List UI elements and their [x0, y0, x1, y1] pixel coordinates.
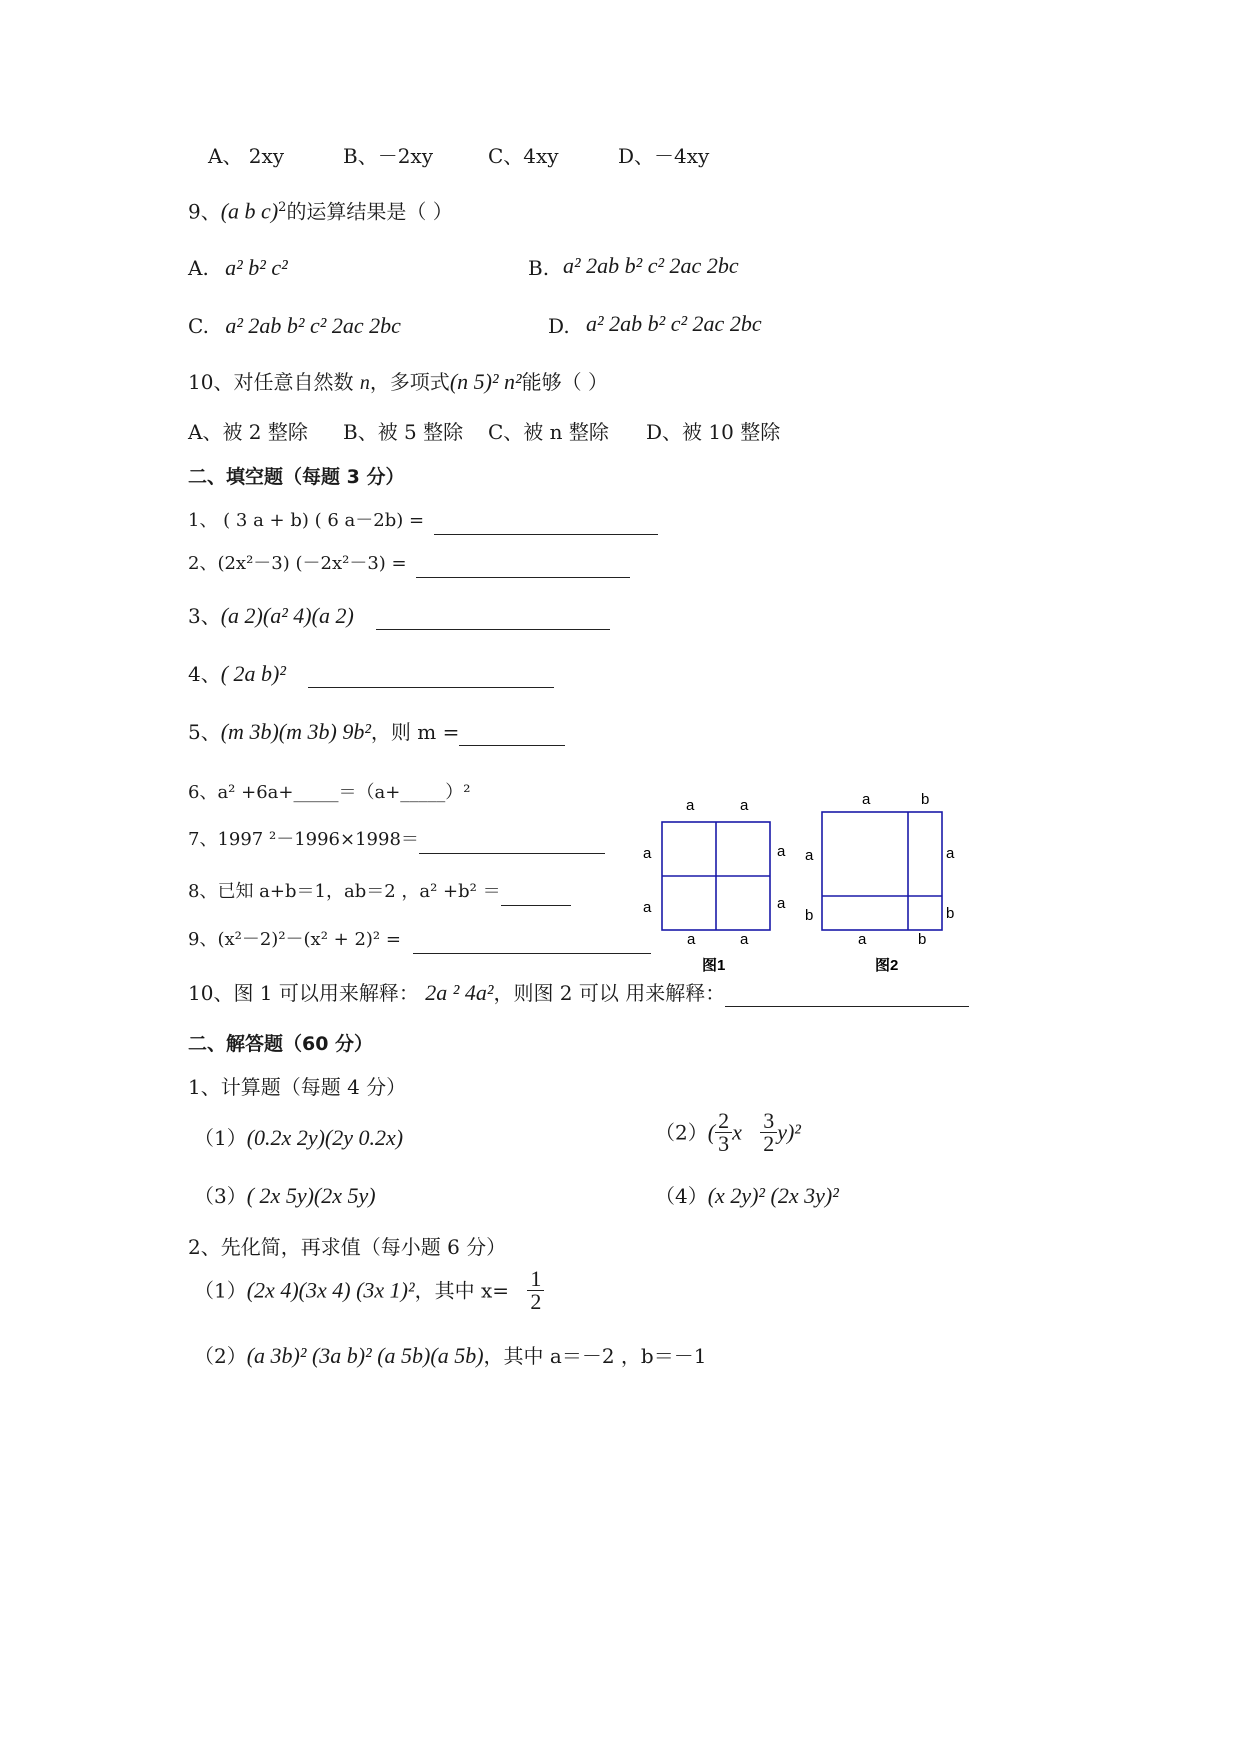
option-label: B. [528, 256, 550, 280]
fill-text: ，则 m = [370, 720, 460, 744]
answer-blank[interactable] [376, 607, 610, 630]
outer-square [822, 812, 942, 930]
q9-option-c-expr: a² 2ab b² c² 2ac 2bc [225, 313, 401, 338]
math-expression: (0.2x 2y)(2y 0.2x) [246, 1125, 404, 1150]
fill-question-3 [188, 602, 610, 630]
fig1-bottom-label-2: a [740, 931, 749, 948]
q8-option-c: C、4xy [488, 144, 559, 168]
math-expression: (2x 4)(3x 4) (3x 1)² [246, 1277, 415, 1303]
calc-title: 1、计算题（每题 4 分） [188, 1075, 407, 1099]
question-prefix: 10、对任意自然数 [188, 370, 354, 394]
q10-option-c: C、被 n 整除 [488, 420, 609, 444]
fig1-caption: 图1 [702, 957, 726, 974]
fig1-left-label-1: a [643, 845, 652, 862]
math-expression: (n 5)² n² [449, 369, 522, 394]
math-expression: (a 3b)² (3a b)² (a 5b)(a 5b) [246, 1343, 484, 1368]
question-number: 9、 [188, 199, 221, 224]
q8-option-b: B、－2xy [343, 144, 433, 168]
fig1-right-label-2: a [777, 895, 786, 912]
fig2-top-label-2: b [921, 791, 930, 808]
fill-question-1 [188, 507, 658, 535]
q9-option-b-expr: a² 2ab b² c² 2ac 2bc [563, 253, 739, 278]
problem-label: （2） [194, 1344, 247, 1368]
q10-option-a: A、被 2 整除 [188, 420, 308, 444]
figure-2-diagram [800, 790, 970, 980]
fig1-top-label-2: a [740, 797, 749, 814]
section-title-answers: 二、解答题（60 分） [188, 1033, 374, 1055]
fig2-bottom-label-2: b [918, 931, 927, 948]
simplify-problem-2 [194, 1342, 706, 1370]
answer-blank[interactable] [434, 512, 658, 535]
variable-n: n [359, 372, 370, 394]
math-expression: 2a ² 4a² [425, 980, 494, 1005]
math-expression: (m 3b)(m 3b) 9b² [220, 719, 371, 744]
answer-blank[interactable] [459, 723, 565, 746]
fill-question-10 [188, 979, 969, 1007]
answer-blank[interactable] [725, 984, 969, 1007]
answer-blank[interactable] [419, 831, 605, 854]
fill-question-6 [188, 779, 471, 807]
problem-label: （3） [194, 1184, 247, 1208]
q10-option-d: D、被 10 整除 [646, 420, 781, 444]
section-title-fill-in: 二、填空题（每题 3 分） [188, 466, 405, 488]
simplify-problem-1 [194, 1268, 544, 1324]
fill-text: 8、已知 a+b＝1，ab＝2 ，a² +b² ＝ [188, 881, 501, 902]
problem-tail: ，其中 a＝－2 ，b＝－1 [483, 1344, 707, 1368]
option-label: C. [188, 314, 209, 338]
answer-blank[interactable] [413, 931, 651, 954]
fill-text: ，则图 2 可以 用来解释： [493, 981, 726, 1005]
calc-problem-1 [194, 1124, 403, 1152]
q10-options-row [188, 418, 781, 446]
question-number: 3、 [188, 604, 221, 628]
q10-option-b: B、被 5 整除 [343, 420, 464, 444]
fill-question-7 [188, 826, 605, 854]
fig1-top-label-1: a [686, 797, 695, 814]
answer-blank[interactable] [416, 555, 630, 578]
fill-question-4 [188, 660, 554, 688]
problem-tail: ，其中 x= [414, 1278, 509, 1303]
fig1-bottom-label-1: a [687, 931, 696, 948]
figure-1-diagram [640, 790, 820, 980]
answer-blank[interactable] [308, 665, 554, 688]
fill-question-8 [188, 878, 571, 906]
fig2-bottom-label-1: a [858, 931, 867, 948]
fill-text: 2、(2x²－3) (－2x²－3) = [188, 553, 407, 574]
option-label: A. [188, 256, 209, 280]
fill-text: 7、1997 ²－1996×1998＝ [188, 829, 419, 850]
calc-problem-4 [655, 1182, 839, 1210]
math-expression: (x 2y)² (2x 3y)² [707, 1183, 839, 1208]
fig2-right-label-2: b [946, 905, 955, 922]
q9-option-d-expr: a² 2ab b² c² 2ac 2bc [586, 311, 762, 336]
option-label: D. [548, 314, 570, 338]
simplify-title: 2、先化简，再求值（每小题 6 分） [188, 1235, 507, 1259]
q9-options-row-1 [188, 253, 739, 282]
q8-option-a: A、 2xy [208, 144, 285, 168]
fill-question-2 [188, 550, 630, 578]
problem-label: （1） [194, 1126, 247, 1150]
question-10 [188, 368, 608, 397]
fig2-left-label-2: b [805, 907, 814, 924]
question-stem: 的运算结果是（ ） [286, 199, 453, 224]
problem-label: （1） [194, 1278, 247, 1303]
fig1-left-label-2: a [643, 899, 652, 916]
fill-question-5 [188, 718, 565, 746]
fig2-right-label-1: a [946, 845, 955, 862]
fig2-top-label-1: a [862, 791, 871, 808]
fraction: $\frac{1}{2}$ [527, 1268, 544, 1313]
math-expression: (a 2)(a² 4)(a 2) [220, 603, 354, 628]
fraction: $\frac{3}{2}$ [760, 1110, 777, 1155]
fig1-right-label-1: a [777, 843, 786, 860]
math-expression: (a b c) [220, 198, 279, 224]
fill-text: 6、a² +6a+_____＝（a+_____）² [188, 782, 471, 803]
calc-problem-3 [194, 1182, 376, 1210]
exponent: 2 [278, 200, 287, 215]
answer-blank[interactable] [501, 883, 571, 906]
problem-label: （4） [655, 1184, 708, 1208]
question-mid: ，多项式 [369, 370, 450, 394]
problem-label: （2） [655, 1120, 708, 1145]
q8-option-d: D、－4xy [618, 144, 710, 168]
q9-option-a-expr: a² b² c² [225, 255, 288, 280]
question-number: 4、 [188, 662, 221, 686]
fig2-caption: 图2 [875, 957, 899, 974]
math-expression: ( 2x 5y)(2x 5y) [246, 1183, 376, 1208]
calc-problem-2: （2）( $\frac{2}{3}$ x $\frac{3}{2}$ y)² [655, 1108, 801, 1156]
fraction: $\frac{2}{3}$ [715, 1110, 732, 1155]
fig2-left-label-1: a [805, 847, 814, 864]
fill-text: 1、 ( 3 a + b) ( 6 a－2b) = [188, 510, 425, 531]
question-stem: 能够（ ） [521, 370, 609, 394]
fill-text: 10、图 1 可以用来解释： [188, 981, 419, 1005]
math-expression: ( 2a b)² [220, 661, 286, 686]
fill-question-9 [188, 926, 651, 954]
question-9 [188, 194, 453, 226]
question-number: 5、 [188, 720, 221, 744]
q9-options-row-2 [188, 311, 762, 340]
fill-text: 9、(x²－2)²－(x² + 2)² = [188, 929, 401, 950]
